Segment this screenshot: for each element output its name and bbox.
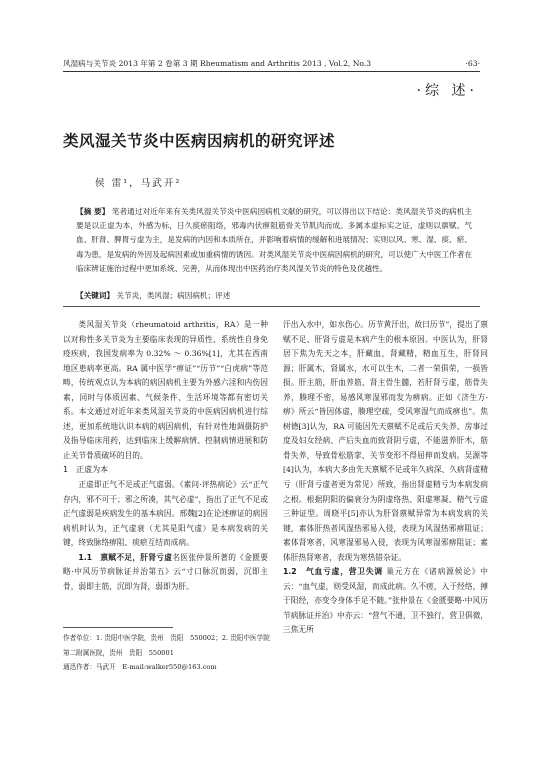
- article-title: 类风湿关节炎中医病因病机的研究评述: [63, 132, 336, 150]
- footnote: [63, 631, 273, 675]
- continued-paragraph: 汗出入水中，如水伤心。历节黄汗出，故曰历节”，提出了禀赋不足、肝肾亏虚是本病产生的根本原因。中医认为，肝肾居下焦为先天之本，肝藏血，肾藏精，精血互生，肝肾同源；肝属木，肾属水，水可以生木，二者一荣俱荣，一损皆损。肝主筋，肝血养筋，肾主骨生髓，若肝肾亏虚，筋骨失养，腠理不密，易感风寒湿邪而发为痹病。正如《济生方·痹》所云“皆因体虚，腠理空疏，受风寒湿气而成痹也”。焦树德[3]认为，RA 可能因先天禀赋不足或后天失养、房事过度及妇女经病、产后失血而致肾阴亏虚，不能滋养肝木，筋骨失养，导致骨松筋挛、关节变形不得屈伸而发病。吴源等[4]认为，本病大多由先天禀赋不足或年久病深、久病肾虚精亏（肝肾亏虚者更为常见）所致，指出肾虚精亏为本病发病之根。根据阴阳的偏衰分为阴虚络热、阳虚寒凝、精气亏虚三种证型。周晓平[5]亦认为肝肾禀赋异常为本病发病的关键，素体肝热者风湿热邪易入侵，表现为风湿热邪痹阻证；素体肾寒者，风寒湿邪易入侵，表现为风寒湿邪痹阻证；素体肝热肾寒者，表现为寒热错杂证。: [283, 320, 488, 562]
- right-column: [283, 318, 488, 638]
- subsection-1-1-text: 名医张仲景所著的《金匮要略·中风历节病脉证并治第五》云“寸口脉沉而弱，沉即主骨，弱即主筋，沉即为肾，弱即为肝。: [63, 552, 268, 591]
- running-header: [63, 57, 480, 72]
- journal-citation: 风湿病与关节炎 2013 年第 2 卷第 3 期 Rheumatism and Arthritis 2013 , Vol.2, No.3: [63, 59, 372, 68]
- subsection-1-2-text: 巢元方在《诸病源候论》中云：“血气虚，则受风湿，而成此病。久不瘥，入于经络，搏于阳经，亦变令身体手足不随。”张仲景在《金匮要略·中风历节病脉证并治》中亦云：“营气不通，卫不独行，营卫俱微，三焦无所: [283, 567, 488, 635]
- author-affiliation: 作者单位：1. 贵阳中医学院，贵州 贵阳 550002；2. 贵阳中医学院第二附属医院，贵州 贵阳 550001: [63, 634, 270, 657]
- keywords-text: 关节炎，类风湿；病因病机；评述: [116, 291, 231, 300]
- page-number: ·63·: [465, 59, 480, 68]
- abstract-text: 笔者通过对近年来有关类风湿关节炎中医病因病机文献的研究，可以得出以下结论：类风湿关节炎的病机主要是以正虚为本，外感为标，日久痰瘀阻络，邪毒内伏痹阻筋骨关节肌肉而成。多属本虚标实之证，虚则以禀赋、气血、肝肾、脾胃亏虚为主，是发病的内因和本质所在，并影响着病情的缓解和进展情况；实则以风、寒、湿、痰、瘀、毒为患，是发病的外因及起病因素或加重病情的诱因。对类风湿关节炎中医病因病机的研究，可以使广大中医工作者在临床辨证施治过程中更加系统、完善，从而体现出中医药治疗类风湿关节炎的特色及优越性。: [76, 207, 472, 273]
- keywords-label: 【关键词】: [76, 291, 114, 300]
- abstract-label: 【摘 要】: [76, 207, 110, 216]
- keywords: [76, 289, 472, 303]
- section-label: ·综 述·: [416, 83, 478, 99]
- subsection-heading-1-1: 1.1 禀赋不足，肝肾亏虚: [78, 552, 173, 562]
- corresponding-author: 通迅作者：马武开 E-mail:walker550@163.com: [63, 663, 217, 672]
- abstract: [76, 205, 472, 276]
- author-line: 侯 雷¹，马武开²: [95, 178, 182, 189]
- footnote-divider: [63, 627, 173, 628]
- section-heading-1: 1 正虚为本: [63, 465, 109, 475]
- subsection-heading-1-2: 1.2 气血亏虚，营卫失调: [283, 567, 383, 577]
- subsection-1-1-paragraph: [63, 551, 268, 595]
- left-column: [63, 318, 268, 594]
- abstract-divider: [63, 306, 480, 307]
- subsection-1-2: [283, 565, 488, 638]
- intro-paragraph: 类风湿关节炎（rheumatoid arthritis，RA）是一种以对称性多关节炎为主要临床表现的异质性、系统性自身免疫疾病，我国发病率为 0.32% ～ 0.36%[1]，尤其在西南地区患病率更高。RA 属中医学“痹证”“历节”“白虎病”等范畴，传统观点认为本病的病因病机主要为外感六淫和内伤因素，同时与体质因素、气候条件、生活环境等都有密切关系。本文通过对近年来类风湿关节炎的中医病因病机进行综述，更加系统地认识本病的病因病机，有针对性地调摄防护及指导临床用药，达到临床上缓解病情、控制病情进展和防止关节骨质破坏的目的。: [63, 320, 268, 460]
- section-1-paragraph: 正虚即正气不足或正气虚弱。《素问·评热病论》云“正气存内，邪不可干；邪之所凑，其气必虚”，指出了正气不足或正气虚弱是疾病发生的基本病因。邢魏[2]在论述痹证的病因病机时认为，正气虚衰（尤其是阳气虚）是本病发病的关键，终致脉络痹阻、痰瘀互结而成病。: [63, 480, 268, 548]
